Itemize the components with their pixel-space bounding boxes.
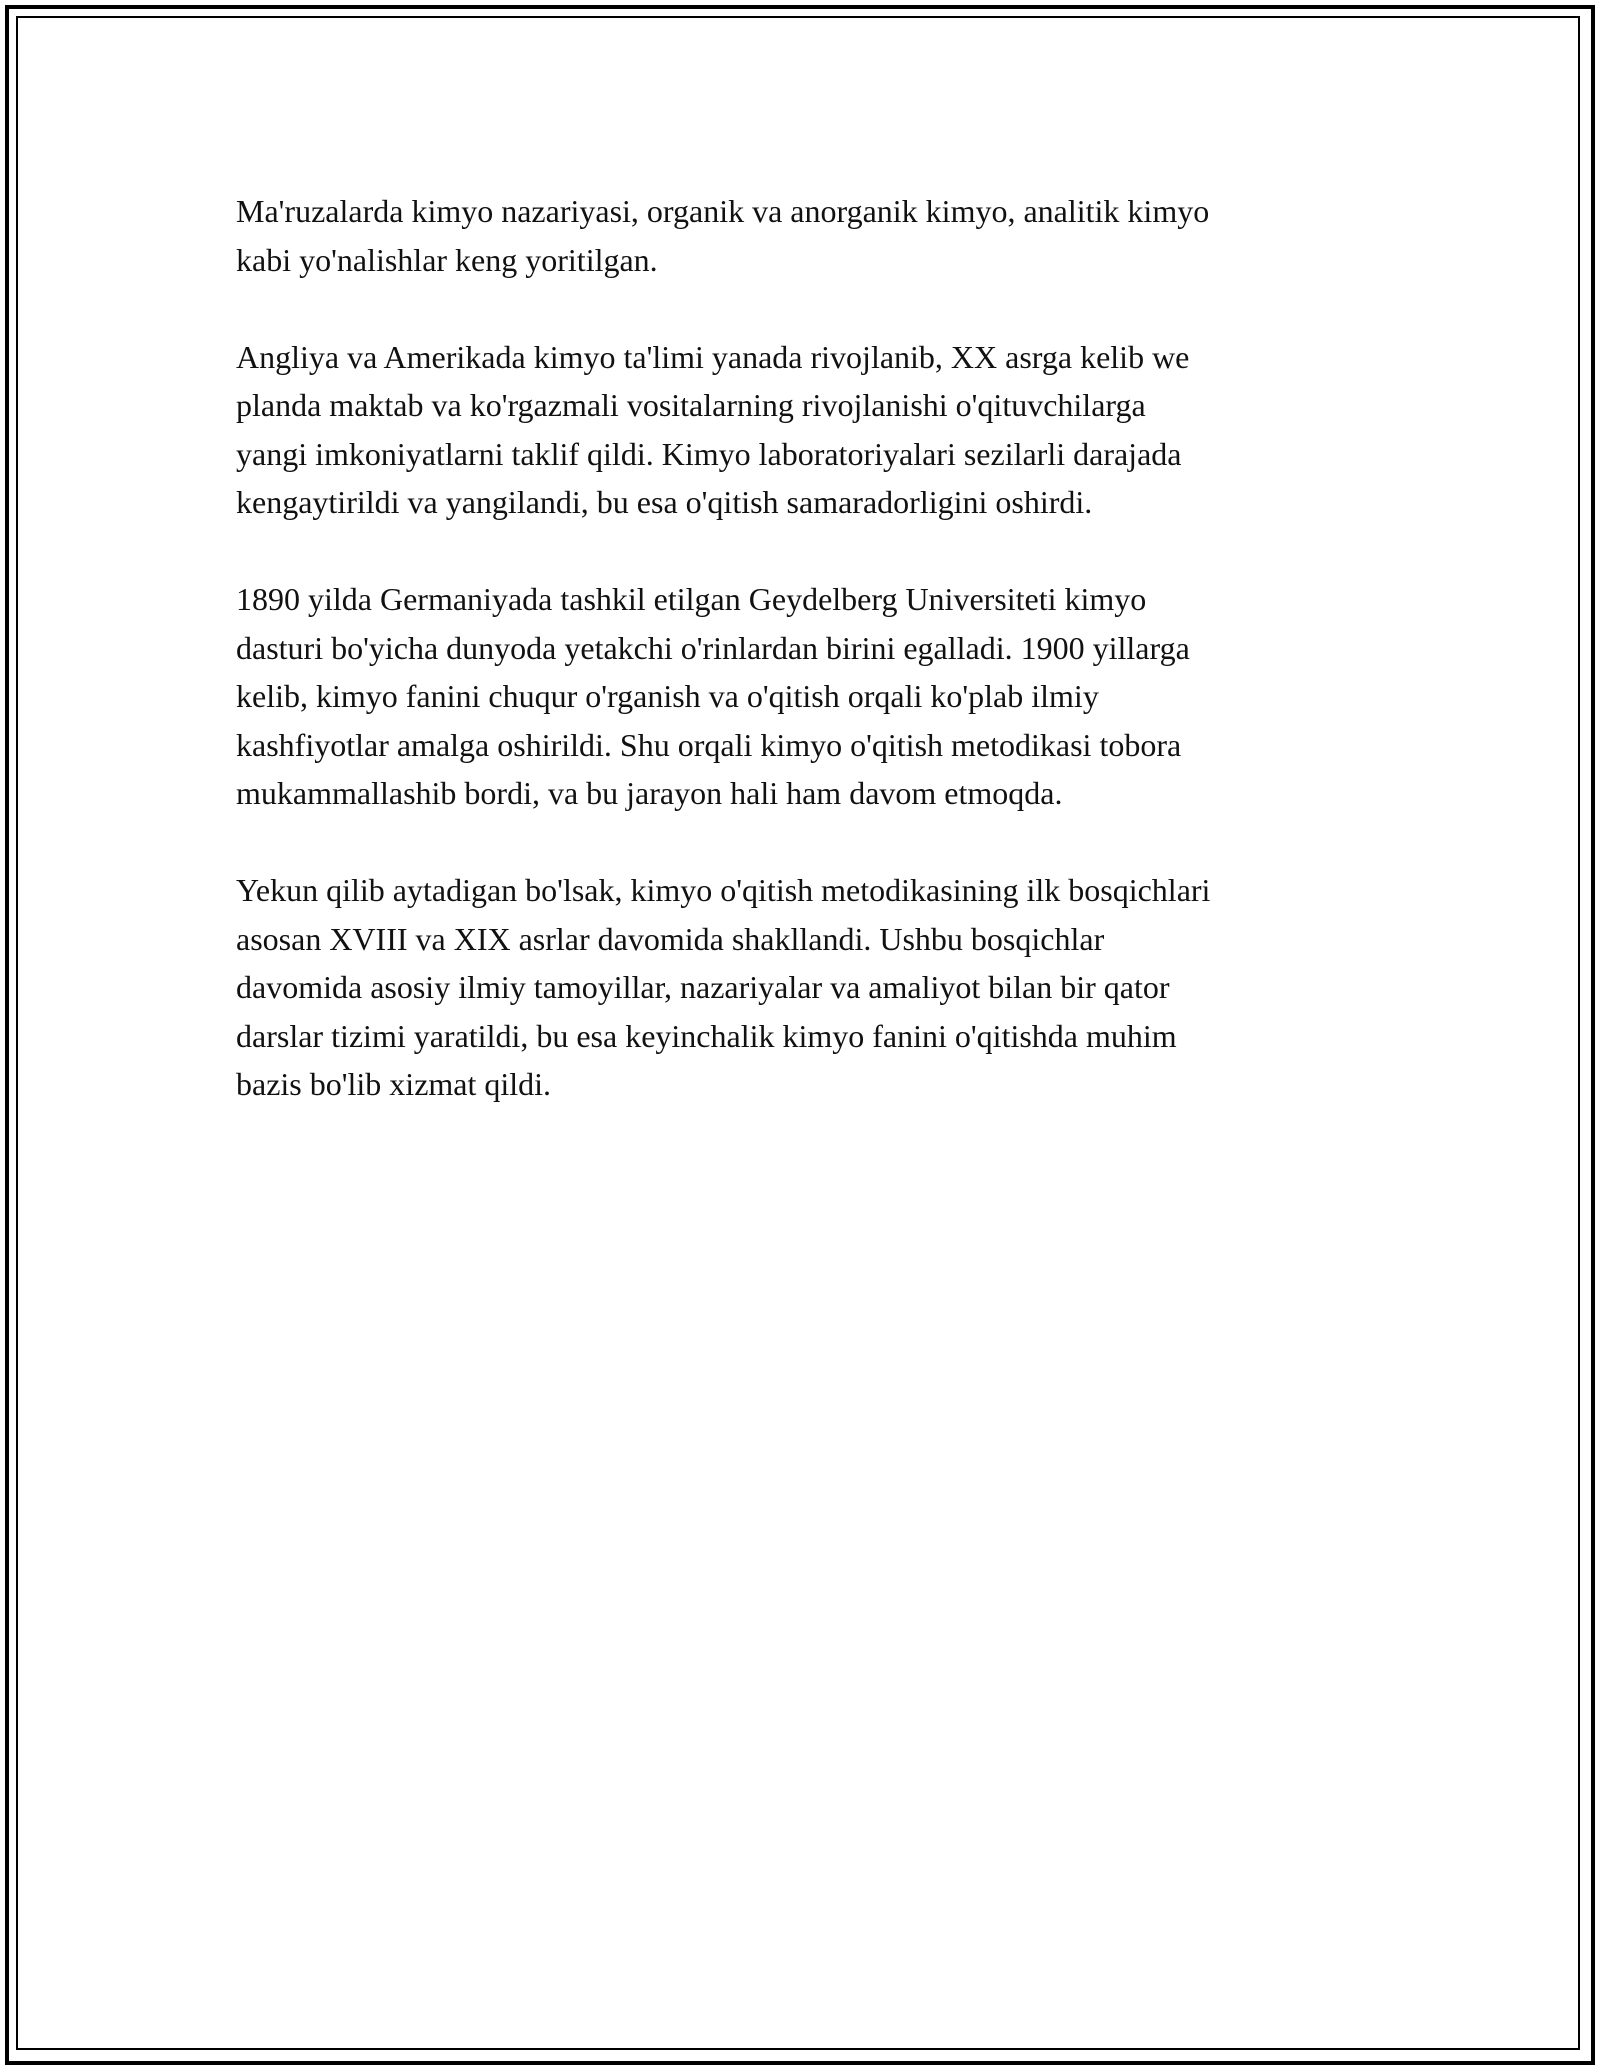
paragraph-2: Angliya va Amerikada kimyo ta'limi yanada rivojlanib, XX asrga kelib we planda maktab va ko'rgazmali vositalarning rivojlanishi o'qituvchilarga yangi imkoniyatlarni taklif qildi. Kimyo laboratoriyalari sezilarli darajada kengaytirildi va yangilandi, bu esa o'qitish samaradorligini oshirdi. (236, 338, 1190, 520)
paragraph-3: 1890 yilda Germaniyada tashkil etilgan Geydelberg Universiteti kimyo dasturi bo'yicha dunyoda yetakchi o'rinlardan birini egalladi. 1900 yillarga kelib, kimyo fanini chuqur o'rganish va o'qitish orqali ko'plab ilmiy kashfiyotlar amalga oshirildi. Shu orqali kimyo o'qitish metodikasi tobora mukammallashib bordi, va bu jarayon hali ham davom etmoqda. (236, 581, 1190, 811)
document-body (236, 187, 1366, 1157)
paragraph-4: Yekun qilib aytadigan bo'lsak, kimyo o'qitish metodikasining ilk bosqichlari asosan XVIII va XIX asrlar davomida shakllandi. Ushbu bosqichlar davomida asosiy ilmiy tamoyillar, nazariyalar va amaliyot bilan bir qator darslar tizimi yaratildi, bu esa keyinchalik kimyo fanini o'qitishda muhim bazis bo'lib xizmat qildi. (236, 872, 1211, 1102)
paragraph-1: Ma'ruzalarda kimyo nazariyasi, organik va anorganik kimyo, analitik kimyo kabi yo'nalishlar keng yoritilgan. (236, 193, 1210, 278)
